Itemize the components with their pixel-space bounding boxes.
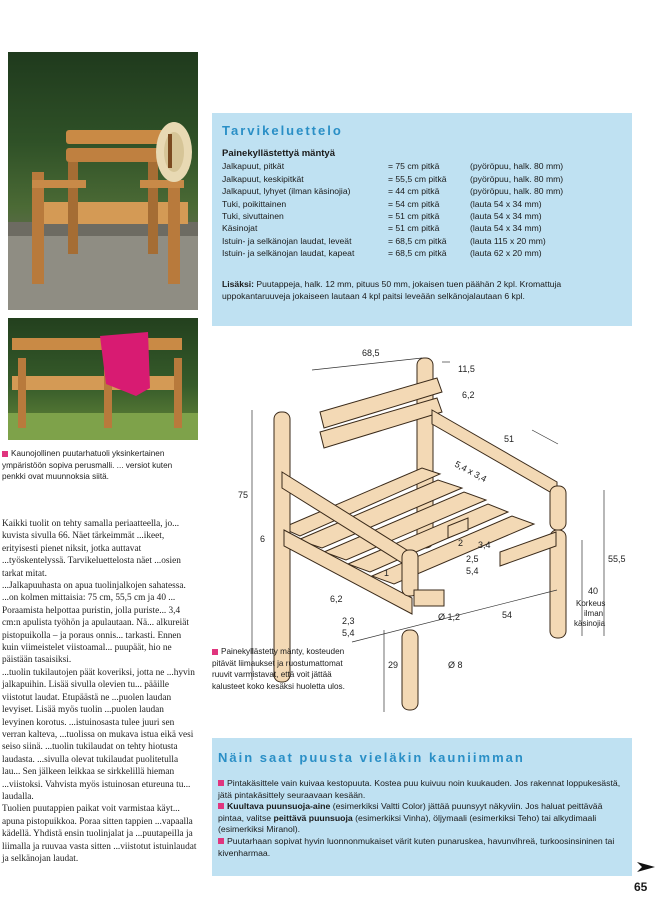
bullet-icon (2, 451, 8, 457)
dim-75: 75 (238, 490, 249, 500)
chair-photo (8, 52, 198, 310)
dim-dia-8: Ø 8 (448, 660, 463, 670)
bullet-icon (218, 780, 224, 786)
materials-title: Tarvikeluettelo (222, 123, 343, 138)
material-row: Istuin- ja selkänojan laudat, kapeat = 68,5 cm pitkä (lauta 62 x 20 mm) (222, 248, 542, 259)
tip-item: Pintakäsittele vain kuivaa kestopuuta. Kostea puu kuivuu noin kuukauden. Jos rakennat loppukesästä, jätä pintakäsittely seuraavaan kesään. (218, 778, 621, 800)
materials-list (222, 148, 622, 260)
dim-6-2: 6,2 (462, 390, 475, 400)
diagram-caption (212, 646, 362, 692)
body-paragraph: ...tuolin tukilautojen päät koveriksi, jotta ne ...hyvin jalkapuihin. Lisää sivulla olevien tu... pääille viistotut laudat. Etupäästä ne ...puolen laudan levyiset. Lisää myös tuolin ...puolen laudan levyinen korotus. ...istuinosasta tulee juuri sen verran kalteva, ...tuolissa on mukava istua eikä vesi seiso siinä. ...tuolin tukilaudat on tehty hiotusta laudasta. ...sivulla olevat tukilaudat puolitetulla lau... Sen jälkeen leikkaa se sirkkelillä hieman ...viistoksi. Vahvista myös istuinosan etureuna tu... laudalla. (2, 667, 195, 802)
material-row: Istuin- ja selkänojan laudat, leveät = 68,5 cm pitkä (lauta 115 x 20 mm) (222, 235, 546, 246)
body-paragraph: ...Jalkapuuhasta on apua tuolinjalkojen sahatessa. ...on kolmen mittaisia: 75 cm, 55,5 cm ja 40 ... Poraamista helpottaa puristin, jolla puriste... 3,4 cm:n apulista työhön ja apulautaan. Nä... alkureiät pistopuikolla – ja poraus onnis... tarkasti. Ennen kuin viimeistelet viistoamal... puupäät, hio ne päistään tasaisiksi. (2, 581, 189, 666)
bench-photo (8, 318, 198, 440)
material-row: Tuki, sivuttainen = 51 cm pitkä (lauta 54 x 34 mm) (222, 210, 542, 221)
dim-2-3: 2,3 (342, 616, 355, 626)
page-number: 65 (634, 880, 648, 894)
dim-11-5: 11,5 (458, 364, 475, 374)
tips-list (218, 778, 628, 859)
material-row: Jalkapuut, lyhyet (ilman käsinojia) = 44 cm pitkä (pyöröpuu, halk. 80 mm) (222, 186, 564, 197)
material-row: Jalkapuut, keskipitkät = 55,5 cm pitkä (pyöröpuu, halk. 80 mm) (222, 173, 564, 184)
materials-subtitle: Painekyllästettyä mäntyä (222, 148, 336, 159)
extra-text: Puutappeja, halk. 12 mm, pituus 50 mm, jokaisen tuen päähän 2 kpl. Kromattuja uppokantaruuveja jokaiseen lautaan 4 kpl paitsi leveään selkänojalautaan 6 kpl. (222, 279, 562, 302)
dim-68-5: 68,5 (362, 348, 380, 358)
dim-55-5: 55,5 (608, 554, 626, 564)
photo-caption (2, 448, 198, 483)
body-paragraph: Kaikki tuolit on tehty samalla periaatteella, jo... kuvista sivulla 66. Näet tärkeimmät ...ikeet, erityisesti pienet niksit, jotka auttavat ...työskentelyssä. Tarvikeluettelosta näet ...osien tarkat mitat. (2, 519, 181, 579)
bullet-icon (218, 838, 224, 844)
dim-5-4b: 5,4 (342, 628, 355, 638)
dim-51: 51 (504, 434, 515, 444)
body-paragraph: Tuolien puutappien paikat voit varmistaa käyt... apuna pistopuikkoa. Poraa sitten tappien ...vapaalla kädellä. Yhdistä ensin tuolinjalat ja ...puutapeilla ja liimalla ja ruuvaa vasta sitten ...viistotut istuinlaudat ja selkänojan laudat. (2, 804, 197, 864)
bullet-icon (212, 649, 218, 655)
ilman-label: ilman (584, 609, 604, 618)
material-row: Käsinojat = 51 cm pitkä (lauta 54 x 34 mm) (222, 223, 542, 234)
dim-54: 54 (502, 610, 513, 620)
kasinojia-label: käsinojia (574, 619, 606, 628)
korkeus-label: Korkeus (576, 599, 606, 608)
material-row: Tuki, poikittainen = 54 cm pitkä (lauta 54 x 34 mm) (222, 198, 542, 209)
photo-caption-text: Kaunojollinen puutarhatuoli yksinkertainen ympäristöön sopiva perusmalli. ... versiot kuten penkki ovat muunnoksia siitä. (2, 449, 173, 481)
extra-label: Lisäksi: (222, 279, 255, 289)
dim-6-2b: 6,2 (330, 594, 343, 604)
bullet-icon (218, 803, 224, 809)
dim-2-5: 2,5 (466, 554, 479, 564)
arrow-right-icon (637, 860, 655, 874)
dim-1: 1 (384, 568, 390, 578)
dim-dia-1-2: Ø 1,2 (438, 612, 461, 622)
tips-title: Näin saat puusta vieläkin kauniimman (218, 750, 525, 765)
materials-extra (222, 278, 627, 303)
dim-5-4x3-4: 5,4 x 3,4 (453, 458, 489, 484)
diagram-caption-text: Painekyllästetty mänty, kosteuden pitävät liimaukset ja ruostumattomat ruuvit varmistavat, että voit jättää kalusteet koko kesäksi huoletta ulos. (212, 647, 345, 691)
dim-2: 2 (458, 538, 464, 548)
dim-6: 6 (260, 534, 266, 544)
body-text (2, 518, 198, 865)
tip-item: Puutarhaan sopivat hyvin luonnonmukaiset värit kuten punaruskea, havunvihreä, turkoosinsininen tai kivenharmaa. (218, 835, 615, 858)
dim-5-4a: 5,4 (466, 566, 479, 576)
dim-40: 40 (588, 586, 599, 596)
dim-29: 29 (388, 660, 399, 670)
material-row: Jalkapuut, pitkät = 75 cm pitkä (pyöröpuu, halk. 80 mm) (222, 161, 564, 172)
dim-3-4: 3,4 (478, 540, 491, 550)
tip-item: Kuultava puunsuoja-aine (esimerkiksi Valtti Color) jättää puunsyyt näkyviin. Jos haluat peittävää pintaa, valitse peittävä puunsuoja (esimerkiksi Vinha), öljymaali (esimerkiksi Teho) tai alkydimaali (esimerkiksi Miranol). (218, 801, 603, 835)
